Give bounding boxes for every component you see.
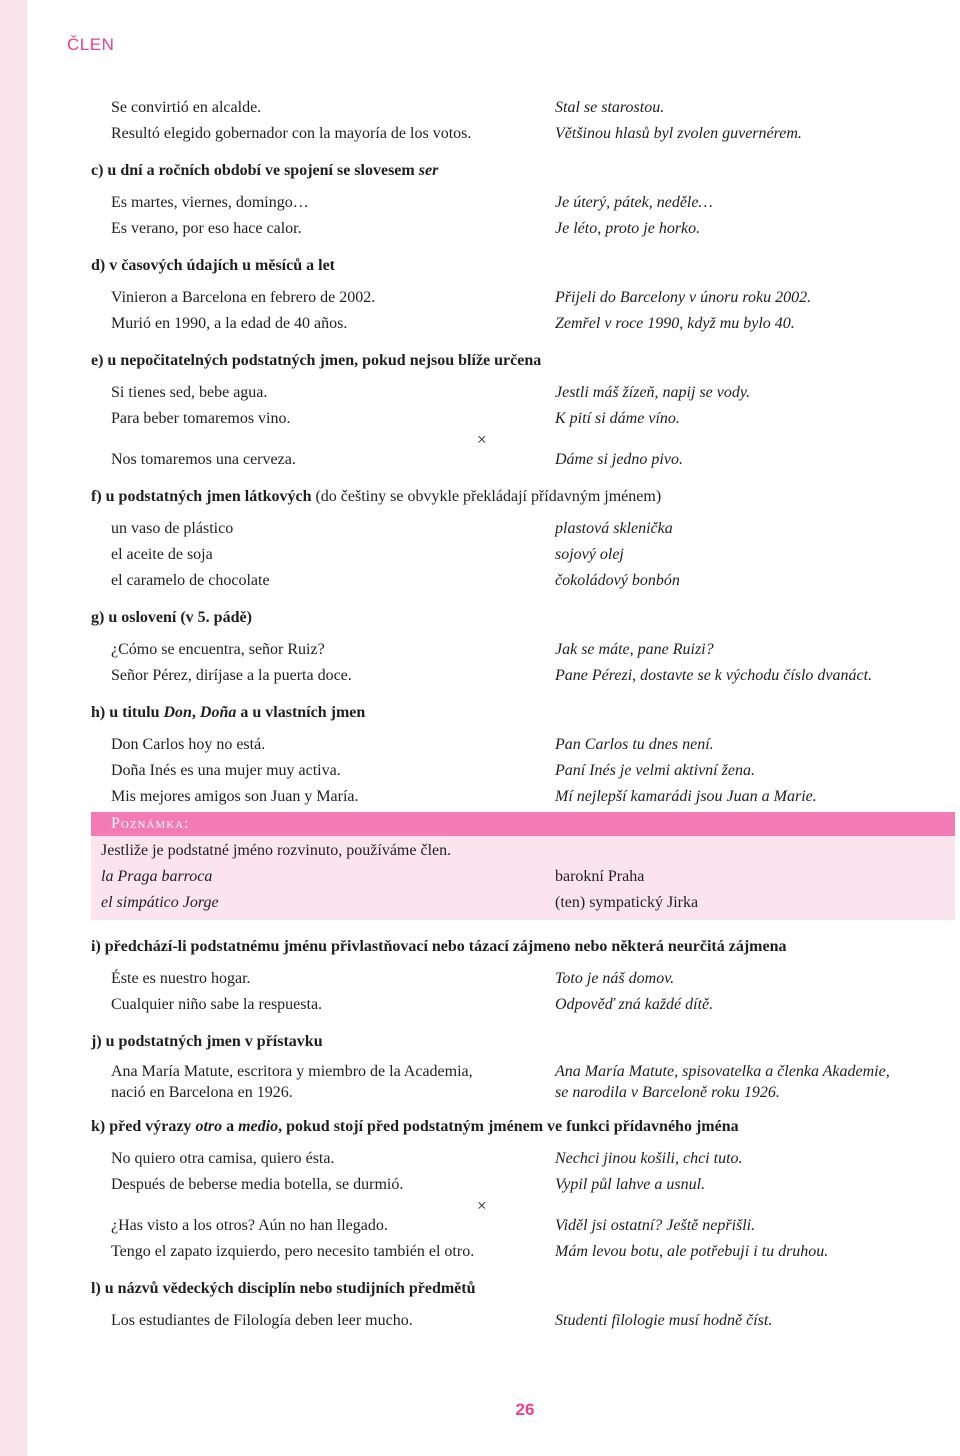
section-heading-d: d) v časových údajích u měsíců a let [91, 257, 335, 274]
spanish-example: Resultó elegido gobernador con la mayoría de los votos. [111, 125, 472, 142]
example-pair [91, 311, 931, 337]
section-heading-g: g) u oslovení (v 5. pádě) [91, 609, 252, 626]
contrast-cross-mark: × [477, 430, 487, 449]
spanish-example: el caramelo de chocolate [111, 572, 270, 589]
example-pair [91, 190, 931, 216]
running-header: ČLEN [67, 35, 115, 54]
czech-translation: Jestli máš žízeň, napij se vody. [555, 384, 751, 401]
note-text: Jestliže je podstatné jméno rozvinuto, používáme člen. [101, 842, 452, 859]
spanish-example: Don Carlos hoy no está. [111, 736, 266, 753]
example-pair [91, 447, 931, 473]
czech-translation: Většinou hlasů byl zvolen guvernérem. [555, 125, 802, 142]
example-pair [91, 542, 931, 568]
czech-translation: Stal se starostou. [555, 99, 665, 116]
czech-translation: Vypil půl lahve a usnul. [555, 1176, 706, 1193]
czech-translation: Pane Pérezi, dostavte se k východu číslo dvanáct. [555, 667, 873, 684]
section-heading-e: e) u nepočitatelných podstatných jmen, pokud nejsou blíže určena [91, 352, 542, 369]
page-number: 26 [515, 1400, 535, 1419]
example-pair [91, 1061, 931, 1082]
spanish-example: Se convirtió en alcalde. [111, 99, 262, 116]
example-pair [91, 1172, 931, 1198]
example-pair [91, 758, 931, 784]
example-pair [91, 1239, 931, 1265]
spanish-example: la Praga barroca [101, 868, 213, 885]
czech-translation: Studenti filologie musí hodně číst. [555, 1312, 773, 1329]
spanish-example: un vaso de plástico [111, 520, 234, 537]
czech-translation: Jak se máte, pane Ruizi? [555, 641, 714, 658]
heading-term: ser [418, 162, 439, 179]
czech-translation: Mí nejlepší kamarádi jsou Juan a Marie. [555, 788, 817, 805]
czech-translation: K pití si dáme víno. [555, 410, 680, 427]
example-pair [91, 285, 931, 311]
czech-translation: Pan Carlos tu dnes není. [555, 736, 714, 753]
czech-translation: čokoládový bonbón [555, 572, 680, 589]
czech-translation: se narodila v Barceloně roku 1926. [555, 1084, 780, 1101]
czech-translation: (ten) sympatický Jirka [555, 894, 699, 911]
spanish-example: Éste es nuestro hogar. [111, 970, 251, 987]
example-pair [91, 1213, 931, 1239]
spanish-example: Es martes, viernes, domingo… [111, 194, 309, 211]
page-content [91, 95, 931, 1334]
czech-translation: Toto je náš domov. [555, 970, 675, 987]
section-heading-k: k) před výrazy otro a medio, pokud stojí před podstatným jménem ve funkci přídavného jména [91, 1118, 739, 1135]
spanish-example: Para beber tomaremos vino. [111, 410, 291, 427]
contrast-cross-mark: × [477, 1196, 487, 1215]
example-pair [91, 216, 931, 242]
section-heading-i: i) předchází-li podstatnému jménu přivlastňovací nebo tázací zájmeno nebo některá neurčitá zájmena [91, 938, 787, 955]
example-pair [91, 121, 931, 147]
czech-translation: Je léto, proto je horko. [555, 220, 701, 237]
section-heading-c: c) u dní a ročních období ve spojení se slovesem ser [91, 162, 439, 179]
example-pair [91, 568, 931, 594]
spanish-example: Cualquier niño sabe la respuesta. [111, 996, 323, 1013]
spanish-example: ¿Cómo se encuentra, señor Ruiz? [111, 641, 325, 658]
spanish-example: ¿Has visto a los otros? Aún no han llegado. [111, 1217, 388, 1234]
note-body [91, 836, 955, 920]
example-pair [91, 992, 931, 1018]
example-pair [91, 1082, 931, 1103]
czech-translation: Paní Inés je velmi aktivní žena. [555, 762, 755, 779]
note-box [91, 812, 955, 920]
czech-translation: Ana María Matute, spisovatelka a členka Akademie, [555, 1063, 890, 1080]
example-pair [91, 732, 931, 758]
section-heading-f: f) u podstatných jmen látkových (do češtiny se obvykle překládají přídavným jménem) [91, 488, 662, 505]
czech-translation: Je úterý, pátek, neděle… [555, 194, 713, 211]
spanish-example: Murió en 1990, a la edad de 40 años. [111, 315, 348, 332]
example-pair [91, 637, 931, 663]
czech-translation: Přijeli do Barcelony v únoru roku 2002. [555, 289, 812, 306]
note-title: Poznámka: [91, 812, 955, 836]
spanish-example: nació en Barcelona en 1926. [111, 1084, 293, 1101]
czech-translation: sojový olej [555, 546, 624, 563]
spanish-example: el simpático Jorge [101, 894, 219, 911]
spanish-example: Mis mejores amigos son Juan y María. [111, 788, 359, 805]
note-example-row [101, 890, 945, 916]
czech-translation: barokní Praha [555, 868, 645, 885]
example-pair [91, 95, 931, 121]
section-heading-j: j) u podstatných jmen v přístavku [91, 1033, 323, 1050]
czech-translation: Viděl jsi ostatní? Ještě nepřišli. [555, 1217, 756, 1234]
spanish-example: Doña Inés es una mujer muy activa. [111, 762, 341, 779]
example-pair [91, 406, 931, 432]
spanish-example: Después de beberse media botella, se durmió. [111, 1176, 404, 1193]
spanish-example: Los estudiantes de Filología deben leer mucho. [111, 1312, 413, 1329]
czech-translation: Odpověď zná každé dítě. [555, 996, 714, 1013]
czech-translation: plastová sklenička [555, 520, 673, 537]
spanish-example: Nos tomaremos una cerveza. [111, 451, 296, 468]
spanish-example: Tengo el zapato izquierdo, pero necesito también el otro. [111, 1243, 475, 1260]
example-pair [91, 516, 931, 542]
section-heading-h: h) u titulu Don, Doña a u vlastních jmen [91, 704, 366, 721]
example-pair [91, 1308, 931, 1334]
page-edge-band [0, 0, 27, 1456]
example-pair [91, 663, 931, 689]
spanish-example: Es verano, por eso hace calor. [111, 220, 302, 237]
section-heading-l: l) u názvů vědeckých disciplín nebo studijních předmětů [91, 1280, 476, 1297]
spanish-example: Ana María Matute, escritora y miembro de la Academia, [111, 1063, 473, 1080]
czech-translation: Nechci jinou košili, chci tuto. [555, 1150, 743, 1167]
czech-translation: Zemřel v roce 1990, když mu bylo 40. [555, 315, 795, 332]
example-pair [91, 966, 931, 992]
example-pair [91, 380, 931, 406]
czech-translation: Dáme si jedno pivo. [555, 451, 683, 468]
spanish-example: Señor Pérez, diríjase a la puerta doce. [111, 667, 352, 684]
spanish-example: Vinieron a Barcelona en febrero de 2002. [111, 289, 376, 306]
example-pair [91, 784, 931, 810]
spanish-example: No quiero otra camisa, quiero ésta. [111, 1150, 335, 1167]
spanish-example: Si tienes sed, bebe agua. [111, 384, 268, 401]
note-example-row [101, 864, 945, 890]
czech-translation: Mám levou botu, ale potřebuji i tu druhou. [555, 1243, 829, 1260]
example-pair [91, 1146, 931, 1172]
spanish-example: el aceite de soja [111, 546, 213, 563]
